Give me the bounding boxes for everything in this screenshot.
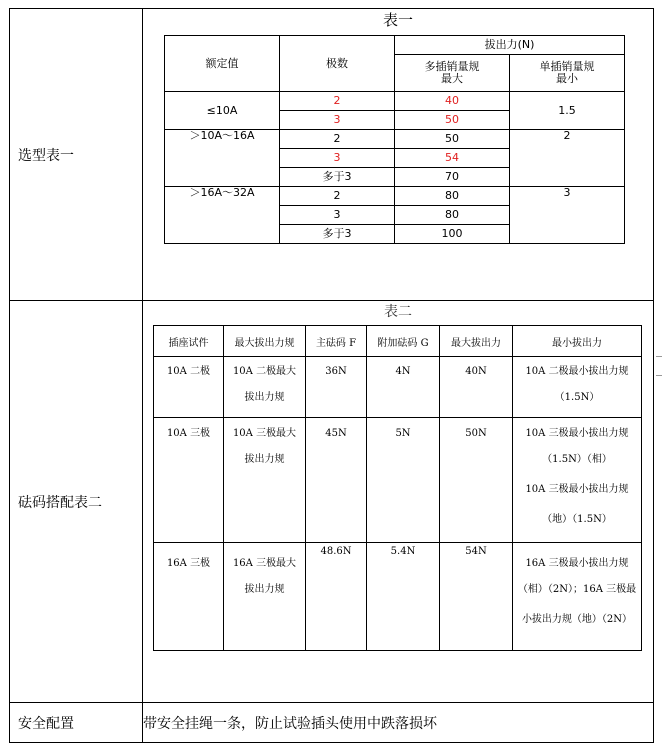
t1-max-cell: 80 bbox=[395, 187, 510, 206]
t2-gauge-line: 10A 二极最大 bbox=[232, 366, 297, 377]
t1-poles-cell: 2 bbox=[280, 92, 395, 111]
t2-gauge-line: 拔出力规 bbox=[244, 584, 285, 595]
t2-max-pull: 40N bbox=[465, 366, 487, 377]
t2-gauge-line: 拔出力规 bbox=[244, 454, 285, 465]
t1-max-cell: 40 bbox=[395, 92, 510, 111]
table-row bbox=[154, 543, 642, 651]
t2-extra-weight: 4N bbox=[395, 366, 411, 377]
t2-max-pull: 54N bbox=[465, 546, 487, 557]
t2-specimen: 10A 二极 bbox=[166, 366, 211, 377]
outer-form-table bbox=[9, 8, 654, 743]
page-edge-mark bbox=[656, 356, 662, 357]
t1-header-multi bbox=[395, 55, 510, 92]
t1-max-cell: 50 bbox=[395, 130, 510, 149]
t2-min-line: （地）（1.5N） bbox=[542, 514, 612, 525]
t2-min-line: 10A 三极最小拔出力规 bbox=[525, 484, 629, 495]
row-label-selection-table: 选型表一 bbox=[10, 9, 143, 301]
t2-extra-weight: 5N bbox=[395, 428, 411, 439]
table2-cell bbox=[143, 301, 654, 703]
t2-gauge-line: 拔出力规 bbox=[244, 392, 285, 403]
table2-title: 表二 bbox=[384, 304, 412, 320]
t1-max-cell: 100 bbox=[395, 225, 510, 244]
t2-min-line: 10A 二极最小拔出力规 bbox=[525, 366, 629, 377]
t2-min-line: （1.5N） bbox=[554, 392, 600, 403]
t2-max-pull: 50N bbox=[465, 428, 487, 439]
t1-single-cell: 3 bbox=[510, 187, 625, 244]
t1-rated-cell: ＞16A～32A bbox=[165, 187, 280, 244]
t1-header-single-line1: 单插销量规 bbox=[539, 60, 595, 73]
t2-min-line: 10A 三极最小拔出力规 bbox=[525, 428, 629, 439]
t2-main-weight: 48.6N bbox=[320, 546, 352, 557]
t2-header-main-weight: 主砝码 F bbox=[306, 326, 367, 357]
t1-single-cell: 1.5 bbox=[510, 92, 625, 130]
t1-max-cell: 80 bbox=[395, 206, 510, 225]
t2-gauge-line: 16A 三极最大 bbox=[232, 558, 297, 569]
t1-rated-cell: ≤10A bbox=[165, 92, 280, 130]
t1-header-multi-line2: 最大 bbox=[441, 72, 463, 85]
table1-title: 表一 bbox=[382, 11, 413, 29]
t1-rated-cell: ＞10A～16A bbox=[165, 130, 280, 187]
t2-header-max-pull: 最大拔出力 bbox=[440, 326, 513, 357]
t1-poles-cell: 多于3 bbox=[280, 225, 395, 244]
t1-header-single-line2: 最小 bbox=[556, 72, 578, 85]
t2-min-line: 小拔出力规（地）（2N） bbox=[521, 614, 633, 625]
selection-table bbox=[164, 35, 625, 244]
t1-poles-cell: 多于3 bbox=[280, 168, 395, 187]
t1-poles-cell: 2 bbox=[280, 130, 395, 149]
t2-min-line: （相）（2N）；16A 三极最 bbox=[517, 584, 637, 595]
t1-header-single bbox=[510, 55, 625, 92]
t1-max-cell: 70 bbox=[395, 168, 510, 187]
table-row bbox=[154, 418, 642, 543]
table1-cell bbox=[143, 9, 654, 301]
t1-poles-cell: 3 bbox=[280, 206, 395, 225]
row-label-safety: 安全配置 bbox=[10, 703, 143, 743]
t1-max-cell: 50 bbox=[395, 111, 510, 130]
table-row bbox=[154, 357, 642, 418]
t2-header-extra-weight: 附加砝码 G bbox=[367, 326, 440, 357]
page-edge-mark bbox=[656, 375, 662, 376]
t1-single-cell: 2 bbox=[510, 130, 625, 187]
t1-poles-cell: 2 bbox=[280, 187, 395, 206]
t2-gauge-line: 10A 三极最大 bbox=[232, 428, 297, 439]
row-label-weight-table: 砝码搭配表二 bbox=[10, 301, 143, 703]
t1-header-poles: 极数 bbox=[280, 36, 395, 92]
t2-min-line: 16A 三极最小拔出力规 bbox=[525, 558, 629, 569]
t1-max-cell: 54 bbox=[395, 149, 510, 168]
t2-main-weight: 36N bbox=[325, 366, 347, 377]
t2-min-line: （1.5N）（相） bbox=[542, 454, 612, 465]
t2-header-max-gauge: 最大拔出力规 bbox=[224, 326, 306, 357]
t2-extra-weight: 5.4N bbox=[390, 546, 416, 557]
t1-header-pull: 拔出力(N) bbox=[395, 36, 625, 55]
t2-specimen: 10A 三极 bbox=[166, 428, 211, 439]
weight-table bbox=[153, 325, 642, 651]
safety-content: 带安全挂绳一条，防止试验插头使用中跌落损坏 bbox=[143, 703, 654, 743]
t1-header-rated: 额定值 bbox=[165, 36, 280, 92]
t1-poles-cell: 3 bbox=[280, 149, 395, 168]
t2-main-weight: 45N bbox=[325, 428, 347, 439]
t2-header-specimen: 插座试件 bbox=[154, 326, 224, 357]
t2-specimen: 16A 三极 bbox=[166, 558, 211, 569]
t1-header-multi-line1: 多插销量规 bbox=[424, 60, 480, 73]
t1-poles-cell: 3 bbox=[280, 111, 395, 130]
t2-header-min-pull: 最小拔出力 bbox=[513, 326, 642, 357]
